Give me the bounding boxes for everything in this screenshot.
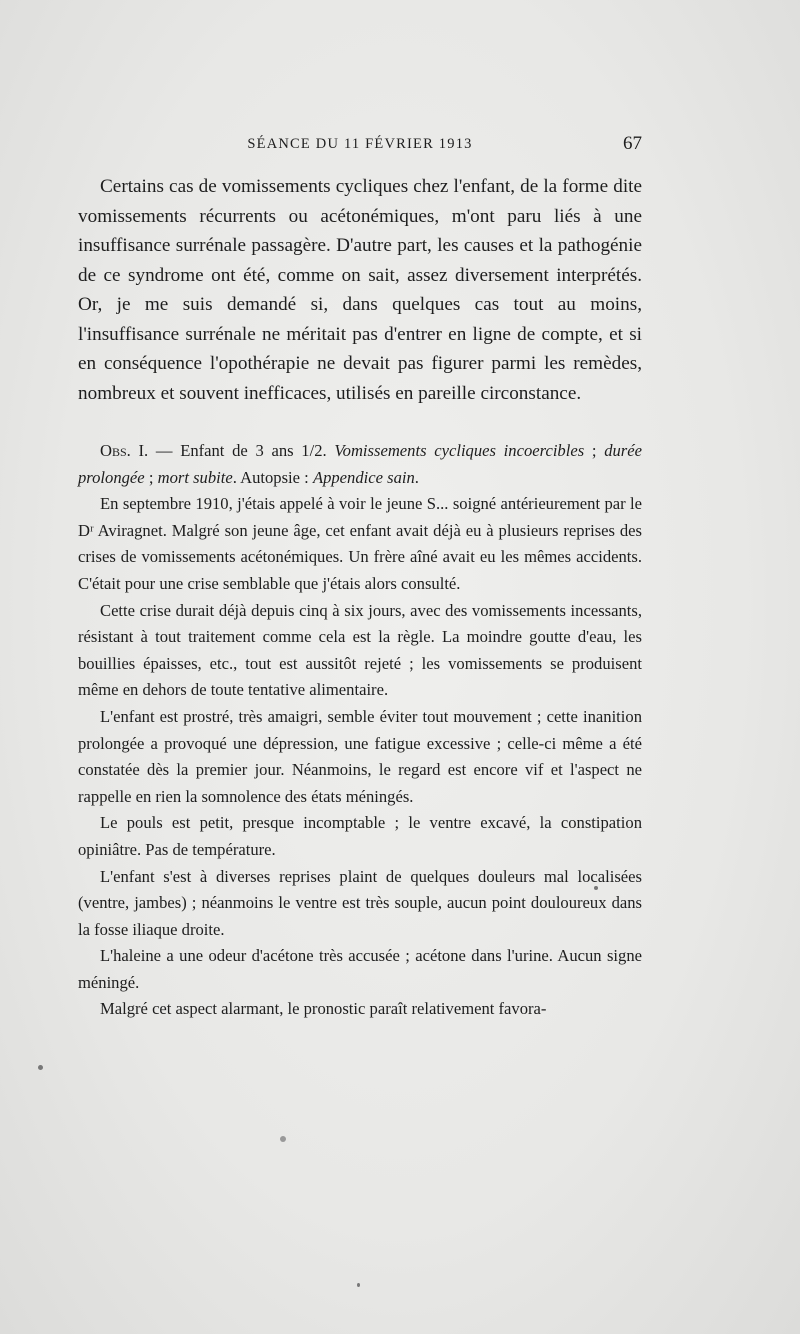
- observation-paragraph: Cette crise durait déjà depuis cinq à six jours, avec des vomissements incessants, résistant à tout traitement comme cela est la règle. La moindre goutte d'eau, les bouillies épaisses, etc., tout est aussitôt rejeté ; les vomissements se produisent même en dehors de toute tentative alimentaire.: [78, 600, 642, 700]
- observation-paragraph: L'enfant est prostré, très amaigri, semble éviter tout mouvement ; cette inanition prolongée a provoqué une dépression, une fatigue excessive ; celle-ci même a été constatée dès la premier jour. Néanmoins, le regard est encore vif et l'aspect ne rappelle en rien la somnolence des états méningés.: [78, 706, 642, 806]
- observation-end-dot: .: [414, 467, 419, 487]
- observation-diagnosis: Vomissements cycliques incoercibles: [334, 441, 585, 460]
- running-title: SÉANCE DU 11 FÉVRIER 1913: [247, 136, 473, 152]
- paper-speck: [594, 886, 598, 890]
- page-number: 67: [623, 133, 642, 154]
- observation-separator-2: ;: [144, 467, 158, 487]
- running-head: [78, 133, 642, 156]
- observation-paragraph: Malgré cet aspect alarmant, le pronostic paraît relativement favora-: [100, 999, 547, 1019]
- observation-label: Obs. I.: [100, 441, 149, 460]
- observation-section: [78, 438, 642, 1023]
- observation-title: Enfant de 3 ans 1/2.: [180, 441, 335, 460]
- observation-heading: [78, 438, 642, 491]
- observation-paragraph: En septembre 1910, j'étais appelé à voir le jeune S... soigné antérieurement par le Dʳ Aviragnet. Malgré son jeune âge, cet enfant avait déjà eu à plusieurs reprises des crises de vomissements acétonémiques. Un frère aîné avait eu les mêmes accidents. C'était pour une crise semblable que j'étais alors consulté.: [78, 494, 642, 593]
- observation-separator-1: ;: [584, 441, 605, 460]
- observation-paragraph: L'haleine a une odeur d'acétone très accusée ; acétone dans l'urine. Aucun signe méningé.: [78, 946, 642, 992]
- paper-speck: [280, 1136, 286, 1142]
- observation-autopsy-label: . Autopsie :: [232, 467, 313, 487]
- paper-speck: [357, 1283, 360, 1287]
- observation-outcome: mort subite: [157, 467, 233, 487]
- observation-duration: durée prolongée: [78, 441, 642, 487]
- observation-paragraph: Le pouls est petit, presque incomptable ; le ventre excavé, la constipation opiniâtre. Pas de température.: [78, 813, 642, 859]
- observation-autopsy-result: Appendice sain: [312, 467, 415, 487]
- observation-dash: —: [148, 441, 181, 460]
- intro-section: [78, 172, 642, 408]
- observation-paragraph: L'enfant s'est à diverses reprises plaint de quelques douleurs mal localisées (ventre, jambes) ; néanmoins le ventre est très souple, aucun point douloureux dans la fosse iliaque droite.: [78, 866, 642, 939]
- paper-speck: [38, 1065, 43, 1070]
- intro-paragraph: Certains cas de vomissements cycliques chez l'enfant, de la forme dite vomissements récurrents ou acétonémiques, m'ont paru liés à une insuffisance surrénale passagère. D'autre part, les causes et la pathogénie de ce syndrome ont été, comme on sait, assez diversement interprétés. Or, je me suis demandé si, dans quelques cas tout au moins, l'insuffisance surrénale ne méritait pas d'entrer en ligne de compte, et si en conséquence l'opothérapie ne devait pas figurer parmi les remèdes, nombreux et souvent inefficaces, utilisés en pareille circonstance.: [78, 176, 642, 404]
